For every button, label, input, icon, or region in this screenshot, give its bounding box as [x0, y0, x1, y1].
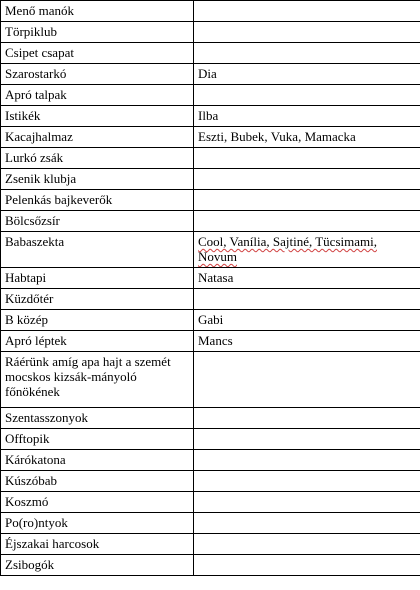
group-name-cell: Szarostarkó: [1, 64, 194, 85]
group-name-cell: Lurkó zsák: [1, 148, 194, 169]
group-members-cell: [194, 190, 420, 211]
table-row: [1, 352, 420, 408]
table-row: [1, 289, 420, 310]
group-members-cell: [194, 555, 420, 576]
group-members-cell: [194, 450, 420, 471]
group-members-cell: [194, 471, 420, 492]
group-name-cell: Istikék: [1, 106, 194, 127]
group-members-cell: [194, 148, 420, 169]
table-row: [1, 471, 420, 492]
table-row: [1, 127, 420, 148]
group-members-cell: [194, 43, 420, 64]
group-name-cell: B közép: [1, 310, 194, 331]
group-members-cell: [194, 289, 420, 310]
group-members-cell: [194, 211, 420, 232]
table-row: [1, 555, 420, 576]
table-row: [1, 310, 420, 331]
group-members-cell: Cool, Vanília, Sajtiné, Tücsimami, Novum: [194, 232, 420, 268]
group-members-cell: Dia: [194, 64, 420, 85]
group-members-cell: [194, 169, 420, 190]
table-row: [1, 169, 420, 190]
table-row: [1, 22, 420, 43]
group-name-cell: Apró léptek: [1, 331, 194, 352]
group-name-cell: Csipet csapat: [1, 43, 194, 64]
group-members-cell: [194, 513, 420, 534]
table-row: [1, 450, 420, 471]
table-row: [1, 429, 420, 450]
table-row: [1, 148, 420, 169]
group-name-cell: Zsibogók: [1, 555, 194, 576]
group-name-cell: Törpiklub: [1, 22, 194, 43]
group-members-cell: Mancs: [194, 331, 420, 352]
table-row: [1, 211, 420, 232]
group-name-cell: Ráérünk amíg apa hajt a szemét mocskos kizsák-mányoló főnökének: [1, 352, 194, 408]
group-name-cell: Koszmó: [1, 492, 194, 513]
table-row: [1, 106, 420, 127]
group-members-cell: [194, 492, 420, 513]
table-row: [1, 232, 420, 268]
table-row: [1, 331, 420, 352]
table-row: [1, 190, 420, 211]
group-name-cell: Pelenkás bajkeverők: [1, 190, 194, 211]
table-row: [1, 492, 420, 513]
table-row: [1, 64, 420, 85]
table-row: [1, 513, 420, 534]
group-members-cell: Natasa: [194, 268, 420, 289]
group-members-cell: [194, 352, 420, 408]
groups-table-body: [1, 1, 420, 576]
group-members-cell: Gabi: [194, 310, 420, 331]
table-row: [1, 1, 420, 22]
group-members-cell: [194, 22, 420, 43]
table-row: [1, 85, 420, 106]
group-name-cell: Kúszóbab: [1, 471, 194, 492]
table-row: [1, 408, 420, 429]
group-name-cell: Szentasszonyok: [1, 408, 194, 429]
group-name-cell: Zsenik klubja: [1, 169, 194, 190]
group-name-cell: Küzdőtér: [1, 289, 194, 310]
group-name-cell: Offtopik: [1, 429, 194, 450]
group-name-cell: Éjszakai harcosok: [1, 534, 194, 555]
table-row: [1, 268, 420, 289]
table-row: [1, 534, 420, 555]
group-name-cell: Apró talpak: [1, 85, 194, 106]
group-name-cell: Bölcsőzsír: [1, 211, 194, 232]
group-members-cell: [194, 1, 420, 22]
group-members-cell: [194, 408, 420, 429]
group-name-cell: Menő manók: [1, 1, 194, 22]
group-members-cell: Eszti, Bubek, Vuka, Mamacka: [194, 127, 420, 148]
group-name-cell: Habtapi: [1, 268, 194, 289]
group-name-cell: Babaszekta: [1, 232, 194, 268]
group-members-cell: Ilba: [194, 106, 420, 127]
group-members-cell: [194, 429, 420, 450]
group-members-cell: [194, 534, 420, 555]
group-name-cell: Kárókatona: [1, 450, 194, 471]
table-row: [1, 43, 420, 64]
group-name-cell: Kacajhalmaz: [1, 127, 194, 148]
group-members-cell: [194, 85, 420, 106]
group-name-cell: Po(ro)ntyok: [1, 513, 194, 534]
